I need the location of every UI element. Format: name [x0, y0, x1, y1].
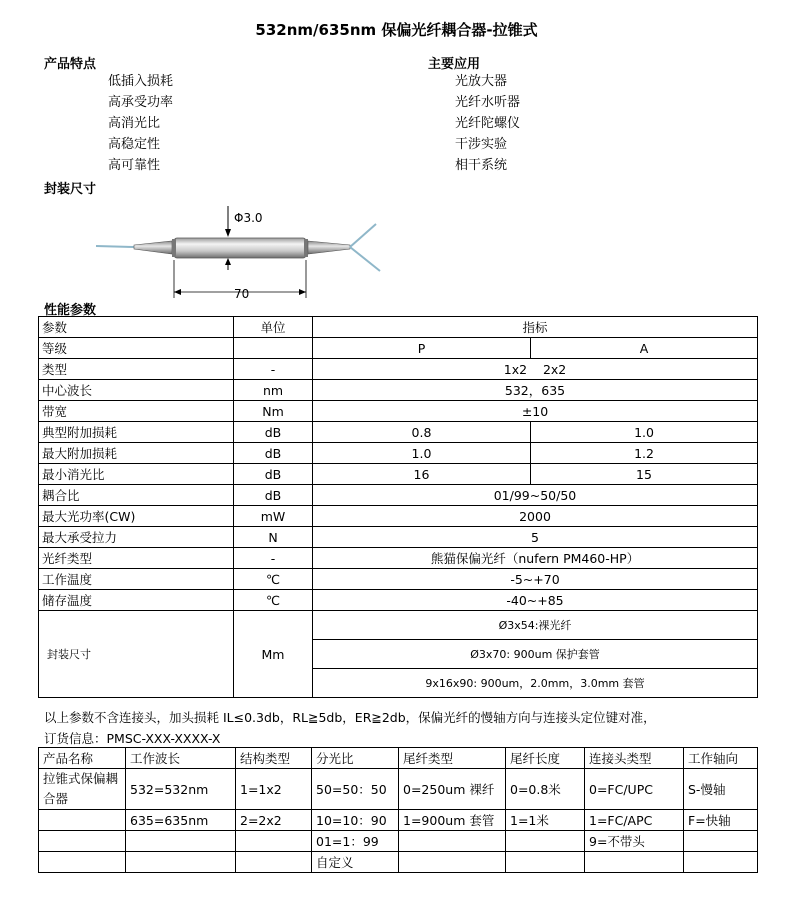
left-fiber [96, 246, 134, 247]
order-cell [585, 852, 684, 873]
table-row [39, 506, 758, 527]
order-header: 尾纤类型 [399, 748, 506, 769]
row-param: 等级 [39, 338, 234, 359]
feature-item: 高承受功率 [108, 95, 174, 110]
row-param: 最大附加损耗 [39, 443, 234, 464]
row-param: 储存温度 [39, 590, 234, 611]
row-value: 1x2 2x2 [313, 359, 758, 380]
row-value-p: 16 [313, 464, 531, 485]
order-cell: 0=FC/UPC [585, 769, 684, 810]
row-value-p: 0.8 [313, 422, 531, 443]
application-item: 相干系统 [455, 158, 508, 173]
page-title: 532nm/635nm 保偏光纤耦合器-拉锥式 [255, 21, 538, 39]
row-param: 中心波长 [39, 380, 234, 401]
table-row [39, 590, 758, 611]
row-unit: dB [234, 464, 313, 485]
row-value-p: 1.0 [313, 443, 531, 464]
order-cell [126, 831, 236, 852]
row-unit: N [234, 527, 313, 548]
right-fiber-lower [350, 247, 380, 271]
row-value: 5 [313, 527, 758, 548]
row-param: 最大承受拉力 [39, 527, 234, 548]
feature-item: 低插入损耗 [108, 74, 174, 89]
features-heading: 产品特点 [44, 57, 97, 72]
order-cell [399, 831, 506, 852]
table-row [39, 443, 758, 464]
row-value: 532，635 [313, 380, 758, 401]
table-row [39, 422, 758, 443]
feature-item: 高稳定性 [108, 137, 161, 152]
ordering-table [38, 747, 758, 873]
order-header: 尾纤长度 [506, 748, 585, 769]
table-row [39, 769, 758, 810]
row-value-a: 1.2 [531, 443, 758, 464]
row-param: 光纤类型 [39, 548, 234, 569]
order-cell: 01=1：99 [312, 831, 399, 852]
row-unit: mW [234, 506, 313, 527]
package-option: 9x16x90: 900um，2.0mm，3.0mm 套管 [313, 669, 758, 698]
order-cell: 532=532nm [126, 769, 236, 810]
note-text: 以上参数不含连接头，加头损耗 IL≤0.3db，RL≧5db，ER≧2db，保偏光纤的慢轴方向与连接头定位键对准， [44, 710, 656, 725]
order-cell [39, 852, 126, 873]
order-cell: 9=不带头 [585, 831, 684, 852]
row-value: ±10 [313, 401, 758, 422]
row-unit: - [234, 548, 313, 569]
row-unit: dB [234, 443, 313, 464]
grade-p: P [313, 338, 531, 359]
row-value-a: 15 [531, 464, 758, 485]
order-cell: 635=635nm [126, 810, 236, 831]
row-unit: - [234, 359, 313, 380]
features-list [108, 71, 173, 176]
row-param: 带宽 [39, 401, 234, 422]
col-param: 参数 [39, 317, 234, 338]
order-cell: 1=900um 套管 [399, 810, 506, 831]
row-param: 封装尺寸 [39, 611, 234, 698]
table-row [39, 380, 758, 401]
diameter-label: Φ3.0 [234, 211, 263, 225]
table-row [39, 852, 758, 873]
order-cell [39, 810, 126, 831]
table-row [39, 485, 758, 506]
row-value: -5~+70 [313, 569, 758, 590]
row-value: -40~+85 [313, 590, 758, 611]
order-header: 工作轴向 [684, 748, 758, 769]
grade-a: A [531, 338, 758, 359]
row-unit: Nm [234, 401, 313, 422]
row-value: 熊猫保偏光纤（nufern PM460-HP） [313, 548, 758, 569]
row-param: 典型附加损耗 [39, 422, 234, 443]
table-row [39, 831, 758, 852]
row-unit: Mm [234, 611, 313, 698]
tube-body [174, 238, 306, 258]
order-cell [506, 831, 585, 852]
right-boot [308, 241, 350, 254]
row-unit: ℃ [234, 569, 313, 590]
row-param: 耦合比 [39, 485, 234, 506]
application-item: 光纤水听器 [455, 95, 521, 110]
order-cell: F=快轴 [684, 810, 758, 831]
row-unit [234, 338, 313, 359]
row-param: 工作温度 [39, 569, 234, 590]
table-row [39, 527, 758, 548]
order-code: 订货信息：PMSC-XXX-XXXX-X [44, 731, 221, 746]
order-cell [126, 852, 236, 873]
order-cell: S-慢轴 [684, 769, 758, 810]
application-item: 光放大器 [455, 74, 508, 89]
order-cell [236, 852, 312, 873]
order-cell: 0=250um 裸纤 [399, 769, 506, 810]
order-cell: 1=1x2 [236, 769, 312, 810]
performance-heading: 性能参数 [44, 303, 97, 318]
row-value-a: 1.0 [531, 422, 758, 443]
right-fiber-upper [350, 224, 376, 247]
row-param: 类型 [39, 359, 234, 380]
order-cell [399, 852, 506, 873]
row-unit: ℃ [234, 590, 313, 611]
performance-table [38, 316, 758, 698]
order-cell [684, 852, 758, 873]
application-item: 光纤陀螺仪 [455, 116, 521, 131]
order-cell: 1=1米 [506, 810, 585, 831]
order-header: 分光比 [312, 748, 399, 769]
table-row [39, 464, 758, 485]
table-header-row [39, 317, 758, 338]
order-cell: 1=FC/APC [585, 810, 684, 831]
order-header: 工作波长 [126, 748, 236, 769]
order-header: 连接头类型 [585, 748, 684, 769]
product-name: 拉锥式保偏耦合器 [39, 769, 126, 810]
length-label: 70 [234, 287, 250, 301]
row-value: 2000 [313, 506, 758, 527]
applications-heading: 主要应用 [428, 57, 481, 72]
table-row [39, 810, 758, 831]
order-cell: 10=10：90 [312, 810, 399, 831]
package-row [39, 611, 758, 640]
order-cell [684, 831, 758, 852]
order-cell: 2=2x2 [236, 810, 312, 831]
left-boot [134, 241, 172, 254]
row-value: 01/99~50/50 [313, 485, 758, 506]
order-header: 产品名称 [39, 748, 126, 769]
order-cell [39, 831, 126, 852]
application-item: 干涉实验 [455, 137, 508, 152]
package-diagram [88, 198, 388, 308]
feature-item: 高消光比 [108, 116, 161, 131]
row-param: 最小消光比 [39, 464, 234, 485]
row-param: 最大光功率(CW) [39, 506, 234, 527]
table-row [39, 338, 758, 359]
table-row [39, 401, 758, 422]
applications-list [455, 71, 520, 176]
table-row [39, 359, 758, 380]
package-heading: 封装尺寸 [44, 182, 97, 197]
col-spec: 指标 [313, 317, 758, 338]
table-row [39, 569, 758, 590]
order-cell: 自定义 [312, 852, 399, 873]
package-option: Ø3x70: 900um 保护套管 [313, 640, 758, 669]
order-cell: 50=50：50 [312, 769, 399, 810]
feature-item: 高可靠性 [108, 158, 161, 173]
row-unit: dB [234, 422, 313, 443]
order-header: 结构类型 [236, 748, 312, 769]
table-row [39, 548, 758, 569]
order-cell [506, 852, 585, 873]
order-cell [236, 831, 312, 852]
row-unit: dB [234, 485, 313, 506]
row-unit: nm [234, 380, 313, 401]
order-cell: 0=0.8米 [506, 769, 585, 810]
table-header-row [39, 748, 758, 769]
col-unit: 单位 [234, 317, 313, 338]
package-option: Ø3x54:裸光纤 [313, 611, 758, 640]
